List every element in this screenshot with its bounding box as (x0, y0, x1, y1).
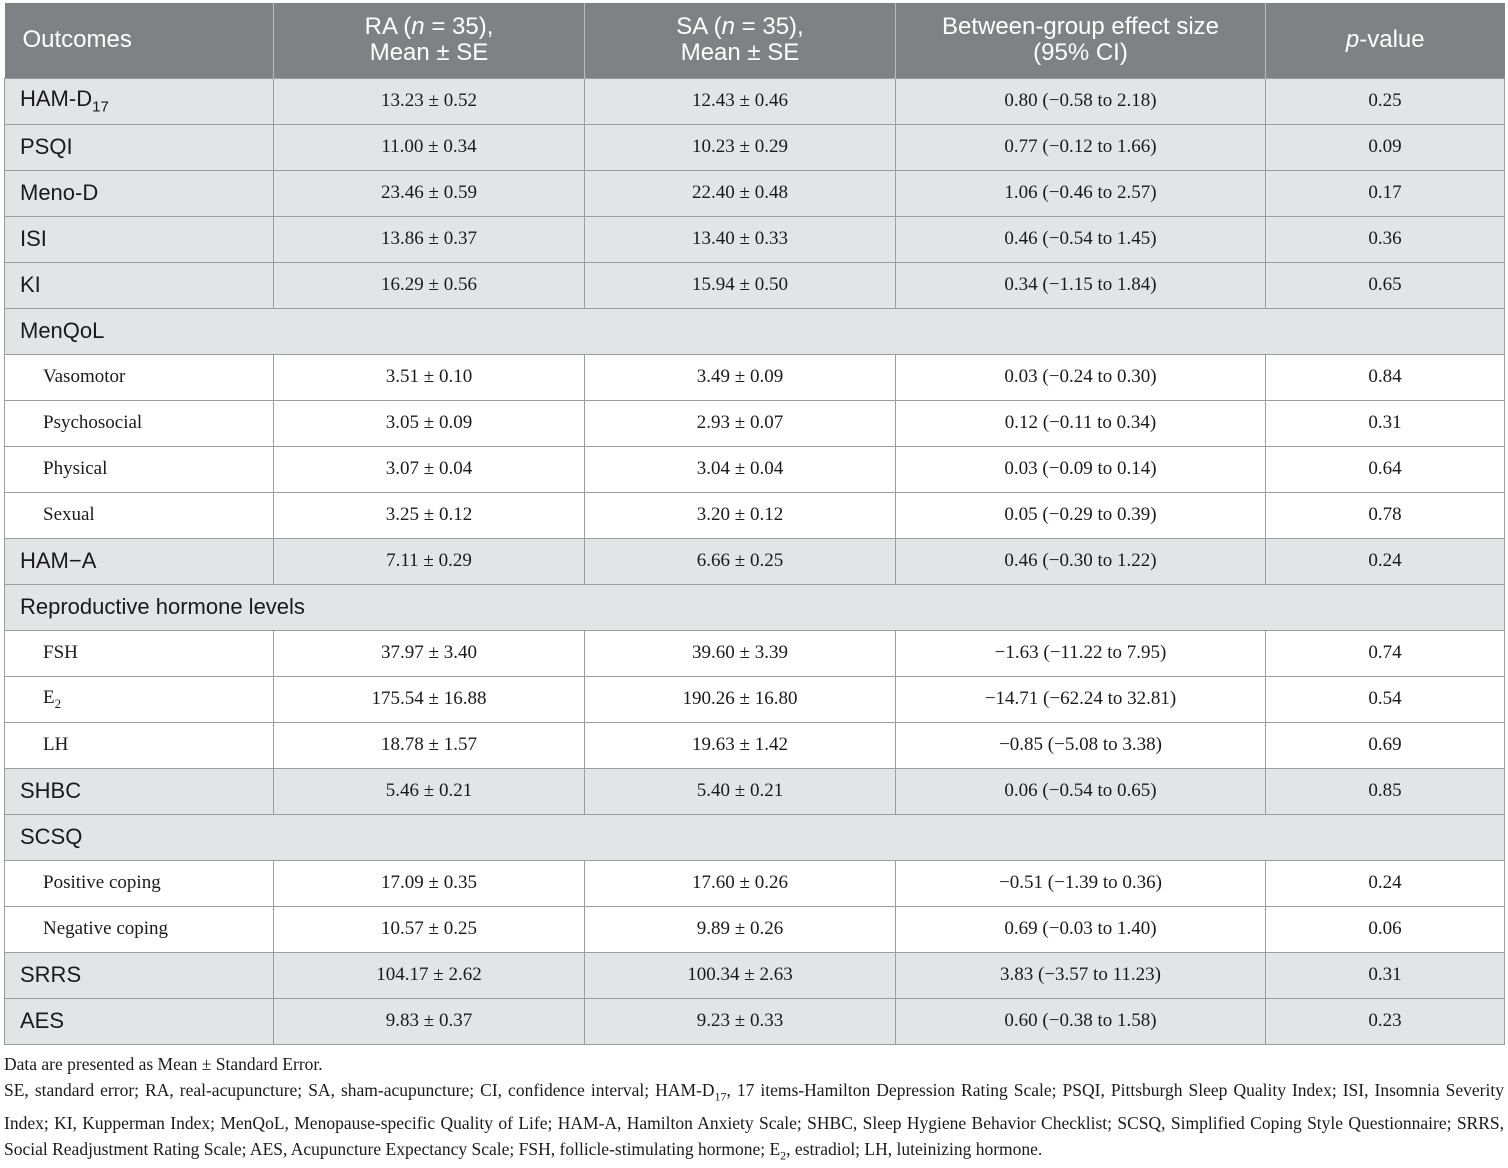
effect-size-value: 0.46 (−0.54 to 1.45) (896, 216, 1266, 262)
table-row (5, 952, 1505, 998)
results-table (4, 3, 1505, 1045)
table-row (5, 630, 1505, 676)
ra-value: 17.09 ± 0.35 (274, 860, 585, 906)
header-ra: RA (n = 35), Mean ± SE (274, 3, 585, 78)
sa-value: 3.49 ± 0.09 (585, 354, 896, 400)
outcome-label: Physical (5, 446, 274, 492)
p-value: 0.54 (1266, 676, 1505, 722)
effect-size-value: 0.06 (−0.54 to 0.65) (896, 768, 1266, 814)
ra-value: 3.05 ± 0.09 (274, 400, 585, 446)
table-row (5, 722, 1505, 768)
group-row (5, 814, 1505, 860)
sa-value: 5.40 ± 0.21 (585, 768, 896, 814)
sa-value: 3.20 ± 0.12 (585, 492, 896, 538)
effect-size-value: −0.85 (−5.08 to 3.38) (896, 722, 1266, 768)
effect-size-value: 1.06 (−0.46 to 2.57) (896, 170, 1266, 216)
table-row (5, 676, 1505, 722)
ra-value: 3.25 ± 0.12 (274, 492, 585, 538)
group-label: MenQoL (5, 308, 1505, 354)
outcome-label: PSQI (5, 124, 274, 170)
ra-value: 18.78 ± 1.57 (274, 722, 585, 768)
outcome-label: SRRS (5, 952, 274, 998)
table-row (5, 906, 1505, 952)
group-row (5, 584, 1505, 630)
footnote-abbreviations: SE, standard error; RA, real-acupuncture; SA, sham-acupuncture; CI, confidence interval; HAM-$D_{17}$, 17 items-Hamilton Depression Rating Scale; PSQI, Pittsburgh Sleep Quality Index; ISI, Insomnia Severity Index; KI, Kupperman Index; MenQoL, Menopause-specific Quality of Life; HAM-A, Hamilton Anxiety Scale; SHBC, Sleep Hygiene Behavior Checklist; SCSQ, Simplified Coping Style Questionnaire; SRRS, Social Readjustment Rating Scale; AES, Acupuncture Expectancy Scale; FSH, follicle-stimulating hormone; $E_2$, estradiol; LH, luteinizing hormone. (4, 1080, 1504, 1162)
ra-value: 3.51 ± 0.10 (274, 354, 585, 400)
p-value: 0.74 (1266, 630, 1505, 676)
effect-size-value: 0.05 (−0.29 to 0.39) (896, 492, 1266, 538)
outcome-label: Negative coping (5, 906, 274, 952)
outcome-label: Sexual (5, 492, 274, 538)
outcome-label: LH (5, 722, 274, 768)
ra-value: 3.07 ± 0.04 (274, 446, 585, 492)
header-effect-size: Between-group effect size (95% CI) (896, 3, 1266, 78)
table-row (5, 492, 1505, 538)
p-value: 0.24 (1266, 538, 1505, 584)
sa-value: 22.40 ± 0.48 (585, 170, 896, 216)
outcome-label: Psychosocial (5, 400, 274, 446)
footnote-data-presentation: Data are presented as Mean ± Standard Error. (4, 1054, 323, 1074)
p-value: 0.36 (1266, 216, 1505, 262)
table-row (5, 354, 1505, 400)
header-outcomes: Outcomes (5, 3, 274, 78)
p-value: 0.64 (1266, 446, 1505, 492)
outcome-label: Vasomotor (5, 354, 274, 400)
table-row (5, 216, 1505, 262)
outcome-label: KI (5, 262, 274, 308)
ra-value: 175.54 ± 16.88 (274, 676, 585, 722)
group-label: SCSQ (5, 814, 1505, 860)
table-row (5, 400, 1505, 446)
ra-value: 104.17 ± 2.62 (274, 952, 585, 998)
sa-value: 2.93 ± 0.07 (585, 400, 896, 446)
sa-value: 19.63 ± 1.42 (585, 722, 896, 768)
group-row (5, 308, 1505, 354)
header-sa: SA (n = 35), Mean ± SE (585, 3, 896, 78)
effect-size-value: 0.60 (−0.38 to 1.58) (896, 998, 1266, 1044)
p-value: 0.31 (1266, 952, 1505, 998)
p-value: 0.84 (1266, 354, 1505, 400)
outcome-label: Positive coping (5, 860, 274, 906)
outcome-label: FSH (5, 630, 274, 676)
table-row (5, 998, 1505, 1044)
outcome-label: $E_2$ (5, 676, 274, 722)
outcome-label: AES (5, 998, 274, 1044)
sa-value: 100.34 ± 2.63 (585, 952, 896, 998)
table-row (5, 124, 1505, 170)
sa-value: 15.94 ± 0.50 (585, 262, 896, 308)
table-row (5, 170, 1505, 216)
ra-value: 11.00 ± 0.34 (274, 124, 585, 170)
sa-value: 39.60 ± 3.39 (585, 630, 896, 676)
outcome-label: SHBC (5, 768, 274, 814)
effect-size-value: −0.51 (−1.39 to 0.36) (896, 860, 1266, 906)
ra-value: 16.29 ± 0.56 (274, 262, 585, 308)
table-row (5, 768, 1505, 814)
effect-size-value: 0.46 (−0.30 to 1.22) (896, 538, 1266, 584)
table-row (5, 860, 1505, 906)
outcome-label: HAM-$D_{17}$ (5, 78, 274, 124)
sa-value: 3.04 ± 0.04 (585, 446, 896, 492)
p-value: 0.85 (1266, 768, 1505, 814)
sa-value: 190.26 ± 16.80 (585, 676, 896, 722)
table-footnotes (4, 1051, 1504, 1168)
p-value: 0.09 (1266, 124, 1505, 170)
table-row (5, 446, 1505, 492)
effect-size-value: 0.80 (−0.58 to 2.18) (896, 78, 1266, 124)
group-label: Reproductive hormone levels (5, 584, 1505, 630)
ra-value: 7.11 ± 0.29 (274, 538, 585, 584)
effect-size-value: −1.63 (−11.22 to 7.95) (896, 630, 1266, 676)
p-value: 0.78 (1266, 492, 1505, 538)
p-value: 0.06 (1266, 906, 1505, 952)
effect-size-value: 0.34 (−1.15 to 1.84) (896, 262, 1266, 308)
outcome-label: HAM−A (5, 538, 274, 584)
outcome-label: ISI (5, 216, 274, 262)
ra-value: 5.46 ± 0.21 (274, 768, 585, 814)
results-table-container (4, 3, 1504, 1045)
ra-value: 10.57 ± 0.25 (274, 906, 585, 952)
effect-size-value: 0.03 (−0.24 to 0.30) (896, 354, 1266, 400)
effect-size-value: 3.83 (−3.57 to 11.23) (896, 952, 1266, 998)
p-value: 0.69 (1266, 722, 1505, 768)
outcome-label: Meno-D (5, 170, 274, 216)
p-value: 0.25 (1266, 78, 1505, 124)
sa-value: 6.66 ± 0.25 (585, 538, 896, 584)
effect-size-value: 0.69 (−0.03 to 1.40) (896, 906, 1266, 952)
table-row (5, 78, 1505, 124)
effect-size-value: 0.77 (−0.12 to 1.66) (896, 124, 1266, 170)
ra-value: 13.23 ± 0.52 (274, 78, 585, 124)
p-value: 0.31 (1266, 400, 1505, 446)
p-value: 0.17 (1266, 170, 1505, 216)
header-row (5, 3, 1505, 78)
sa-value: 13.40 ± 0.33 (585, 216, 896, 262)
sa-value: 9.89 ± 0.26 (585, 906, 896, 952)
effect-size-value: 0.03 (−0.09 to 0.14) (896, 446, 1266, 492)
sa-value: 10.23 ± 0.29 (585, 124, 896, 170)
header-p-value: p-value (1266, 3, 1505, 78)
sa-value: 12.43 ± 0.46 (585, 78, 896, 124)
effect-size-value: −14.71 (−62.24 to 32.81) (896, 676, 1266, 722)
sa-value: 17.60 ± 0.26 (585, 860, 896, 906)
p-value: 0.23 (1266, 998, 1505, 1044)
ra-value: 23.46 ± 0.59 (274, 170, 585, 216)
effect-size-value: 0.12 (−0.11 to 0.34) (896, 400, 1266, 446)
p-value: 0.65 (1266, 262, 1505, 308)
ra-value: 9.83 ± 0.37 (274, 998, 585, 1044)
ra-value: 37.97 ± 3.40 (274, 630, 585, 676)
table-row (5, 538, 1505, 584)
table-row (5, 262, 1505, 308)
p-value: 0.24 (1266, 860, 1505, 906)
sa-value: 9.23 ± 0.33 (585, 998, 896, 1044)
ra-value: 13.86 ± 0.37 (274, 216, 585, 262)
